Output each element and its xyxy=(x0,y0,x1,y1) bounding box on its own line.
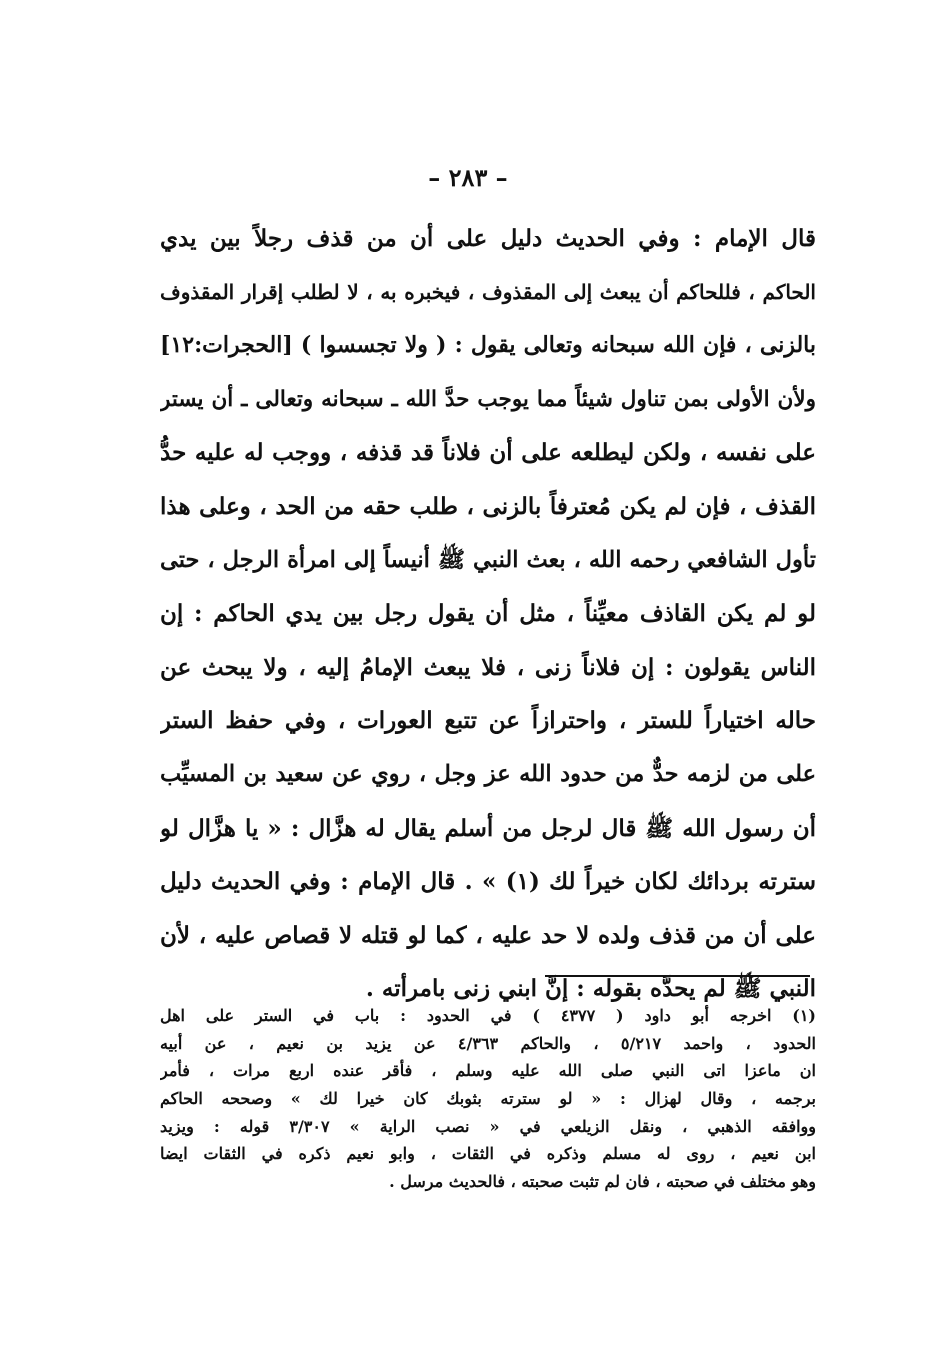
main-text-line: على من لزمه حدٌّ من حدود الله عز وجل ، روي عن سعيد بن المسيِّب xyxy=(160,760,816,787)
main-text-line: قال الإمام : وفي الحديث دليل على أن من قذف رجلاً بين يدي xyxy=(160,225,816,252)
main-text-line: القذف ، فإن لم يكن مُعترفاً بالزنى ، طلب حقه من الحد ، وعلى هذا xyxy=(160,492,816,520)
main-text-line: النبي ﷺ لم يحدَّه بقوله : إنَّ ابني زنى بامرأته . xyxy=(365,975,816,1003)
page-number: – ٢٨٣ – xyxy=(428,163,508,192)
footnote-line: ابن نعيم ، روى له مسلم وذكره في الثقات ، وابو نعيم ذكره في الثقات ايضا xyxy=(160,1144,816,1164)
main-text-line: على نفسه ، ولكن ليطلعه على أن فلاناً قد قذفه ، ووجب له عليه حدُّ xyxy=(160,439,816,467)
main-text-line: الناس يقولون : إن فلاناً زنى ، فلا يبعث الإمامُ إليه ، ولا يبحث عن xyxy=(160,653,816,681)
main-text-line: سترته بردائك لكان خيراً لك (١) » . قال الإمام : وفي الحديث دليل xyxy=(160,868,816,896)
main-text-line: بالزنى ، فإن الله سبحانه وتعالى يقول : ( ولا تجسسوا ) [الحجرات:١٢] xyxy=(160,332,816,359)
main-text-block xyxy=(160,212,816,1016)
footnote-line: برجمه ، وقال لهزال : « لو سترته بثوبك كان خيرا لك » وصححه الحاكم xyxy=(160,1089,816,1109)
footnote-separator xyxy=(545,975,810,977)
footnote-line: ان ماعزا اتى النبي صلى الله عليه وسلم ، فأقر عنده اربع مرات ، فأمر xyxy=(160,1061,816,1081)
main-text-line: لو لم يكن القاذف معيِّناً ، مثل أن يقول رجل بين يدي الحاكم : إن xyxy=(160,600,816,628)
main-text-line: ولأن الأولى بمن تناول شيئاً مما يوجب حدَّ الله ـ سبحانه وتعالى ـ أن يستر xyxy=(160,386,816,412)
footnote-line: (١) اخرجه أبو داود ( ٤٣٧٧ ) في الحدود : باب في الستر على اهل xyxy=(160,1006,816,1025)
main-text-line: حاله اختياراً للستر ، واحترازاً عن تتبع العورات ، وفي حفظ الستر xyxy=(160,707,816,735)
footnote-line: ووافقه الذهبي ، ونقل الزيلعي في « نصب الراية » ٣/٣٠٧ قوله : ويزيد xyxy=(160,1116,816,1136)
main-text-line: الحاكم ، فللحاكم أن يبعث إلى المقذوف ، فيخبره به ، لا لطلب إقرار المقذوف xyxy=(160,279,816,304)
footnotes-block xyxy=(160,1002,816,1196)
footnote-line: الحدود ، واحمد ٥/٢١٧ ، والحاكم ٤/٣٦٣ عن يزيد بن نعيم ، عن أبيه xyxy=(160,1033,816,1053)
main-text-line: تأول الشافعي رحمه الله ، بعث النبي ﷺ أنيساً إلى امرأة الرجل ، حتى xyxy=(160,546,816,573)
main-text-line: أن رسول الله ﷺ قال لرجل من أسلم يقال له هزَّال : « يا هزَّال لو xyxy=(160,814,816,842)
main-text-line: على أن من قذف ولده لا حد عليه ، كما لو قتله لا قصاص عليه ، لأن xyxy=(160,921,816,949)
footnote-line: وهو مختلف في صحبته ، فان لم تثبت صحبته ، فالحديث مرسل . xyxy=(389,1172,816,1192)
